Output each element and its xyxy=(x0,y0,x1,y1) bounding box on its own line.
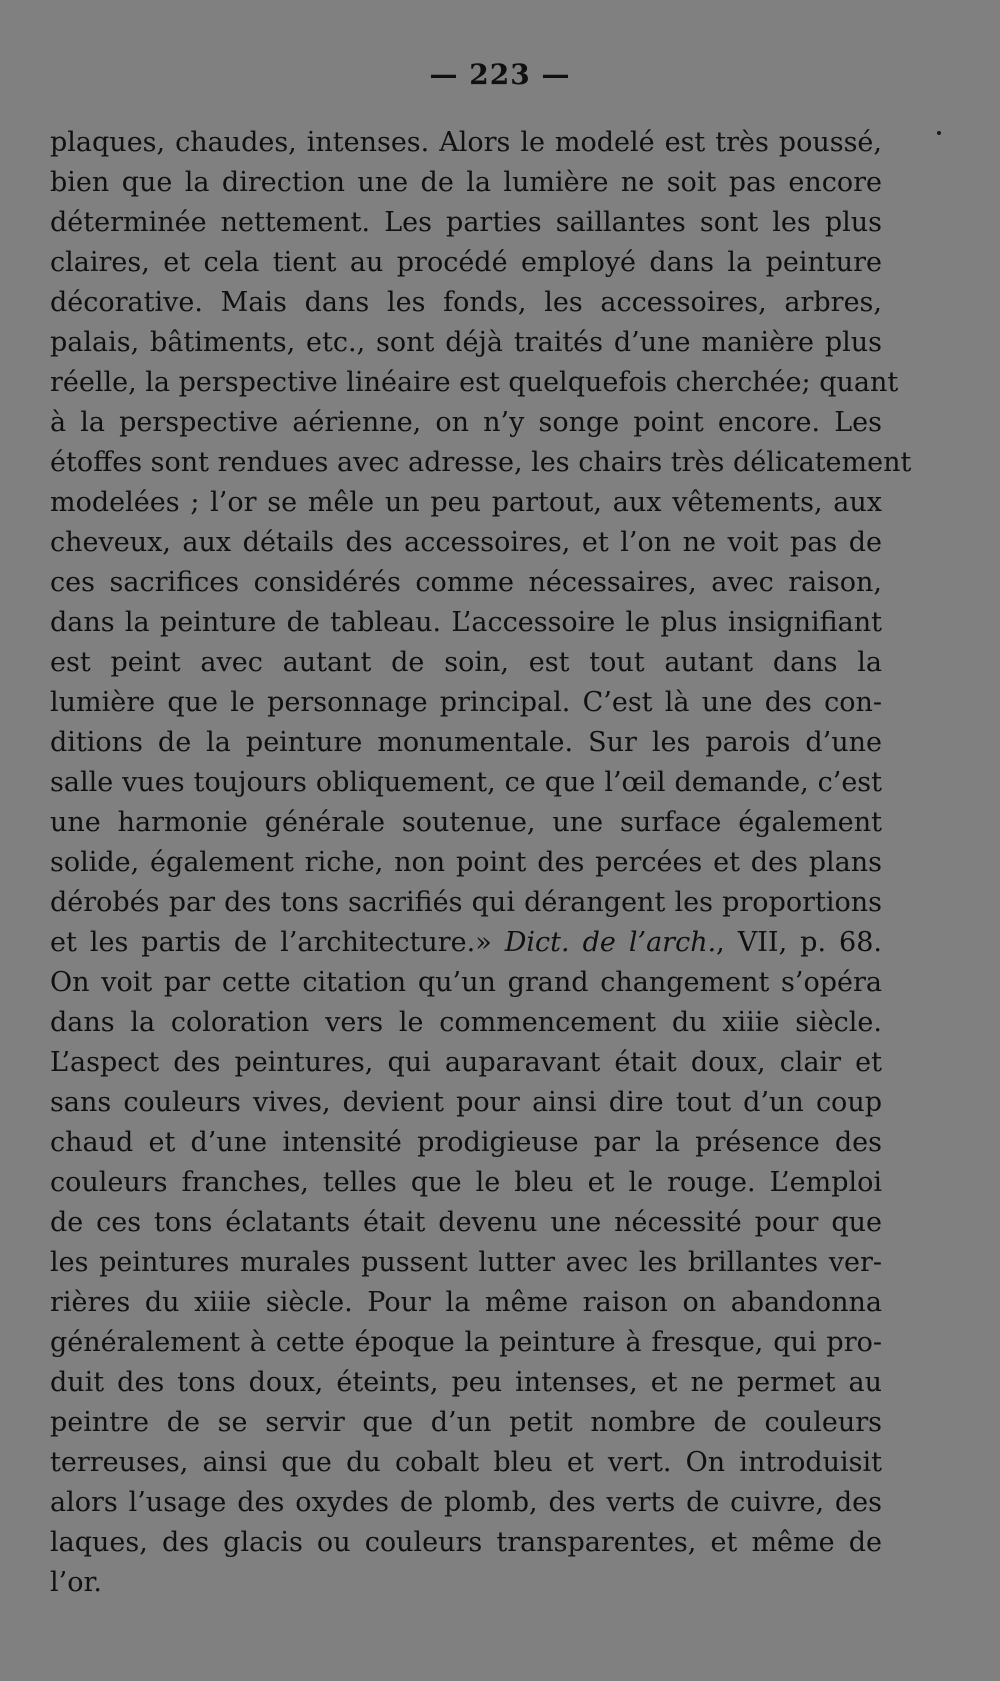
text-line: L’aspect des peintures, qui auparavant était doux, clair et xyxy=(50,1047,882,1078)
text-line: les peintures murales pussent lutter avec les brillantes ver- xyxy=(50,1247,882,1278)
ink-speck xyxy=(937,131,941,135)
text-line: solide, également riche, non point des percées et des plans xyxy=(50,847,882,878)
text-line: salle vues toujours obliquement, ce que l’œil demande, c’est xyxy=(50,767,882,798)
text-line: terreuses, ainsi que du cobalt bleu et vert. On introduisit xyxy=(50,1447,882,1478)
text-line: lumière que le personnage principal. C’est là une des con- xyxy=(50,687,882,718)
text-line: rières du xiiie siècle. Pour la même raison on abandonna xyxy=(50,1287,882,1318)
text-line: laques, des glacis ou couleurs transparentes, et même de xyxy=(50,1527,882,1558)
text-line: duit des tons doux, éteints, peu intenses, et ne permet au xyxy=(50,1367,882,1398)
text-line: On voit par cette citation qu’un grand changement s’opéra xyxy=(50,967,882,998)
text-line: l’or. xyxy=(50,1567,102,1598)
text-line: réelle, la perspective linéaire est quelquefois cherchée; quant xyxy=(50,367,899,398)
text-line: palais, bâtiments, etc., sont déjà traités d’une manière plus xyxy=(50,327,882,358)
text-line: dérobés par des tons sacrifiés qui dérangent les proportions xyxy=(50,887,882,918)
citation-page: , VII, p. 68. xyxy=(716,927,882,958)
text-line: modelées ; l’or se mêle un peu partout, aux vêtements, aux xyxy=(50,487,882,518)
text-line: ces sacrifices considérés comme nécessaires, avec raison, xyxy=(50,567,882,598)
text-line: plaques, chaudes, intenses. Alors le modelé est très poussé, xyxy=(50,127,882,158)
citation-text: et les partis de l’architecture.» xyxy=(50,927,505,958)
text-line: est peint avec autant de soin, est tout autant dans la xyxy=(50,647,882,678)
citation-line xyxy=(50,923,882,963)
text-line: de ces tons éclatants était devenu une nécessité pour que xyxy=(50,1207,882,1238)
text-line: dans la coloration vers le commencement du xiiie siècle. xyxy=(50,1007,882,1038)
text-line: alors l’usage des oxydes de plomb, des verts de cuivre, des xyxy=(50,1487,882,1518)
text-line: chaud et d’une intensité prodigieuse par la présence des xyxy=(50,1127,882,1158)
text-line: généralement à cette époque la peinture à fresque, qui pro- xyxy=(50,1327,882,1358)
page-number: — 223 — xyxy=(429,58,571,91)
citation-reference: Dict. de l’arch. xyxy=(504,927,717,958)
text-line: dans la peinture de tableau. L’accessoire le plus insignifiant xyxy=(50,607,882,638)
text-line: bien que la direction une de la lumière ne soit pas encore xyxy=(50,167,882,198)
body-text xyxy=(50,123,912,1603)
text-line: décorative. Mais dans les fonds, les accessoires, arbres, xyxy=(50,287,882,318)
text-line: claires, et cela tient au procédé employé dans la peinture xyxy=(50,247,882,278)
text-line: sans couleurs vives, devient pour ainsi dire tout d’un coup xyxy=(50,1087,882,1118)
text-line: cheveux, aux détails des accessoires, et l’on ne voit pas de xyxy=(50,527,882,558)
text-line: ditions de la peinture monumentale. Sur les parois d’une xyxy=(50,727,882,758)
text-line: étoffes sont rendues avec adresse, les chairs très délicatement xyxy=(50,447,912,478)
text-line: peintre de se servir que d’un petit nombre de couleurs xyxy=(50,1407,882,1438)
text-line: couleurs franches, telles que le bleu et le rouge. L’emploi xyxy=(50,1167,882,1198)
text-line: une harmonie générale soutenue, une surface également xyxy=(50,807,882,838)
text-line: déterminée nettement. Les parties saillantes sont les plus xyxy=(50,207,882,238)
text-line: à la perspective aérienne, on n’y songe point encore. Les xyxy=(50,407,882,438)
